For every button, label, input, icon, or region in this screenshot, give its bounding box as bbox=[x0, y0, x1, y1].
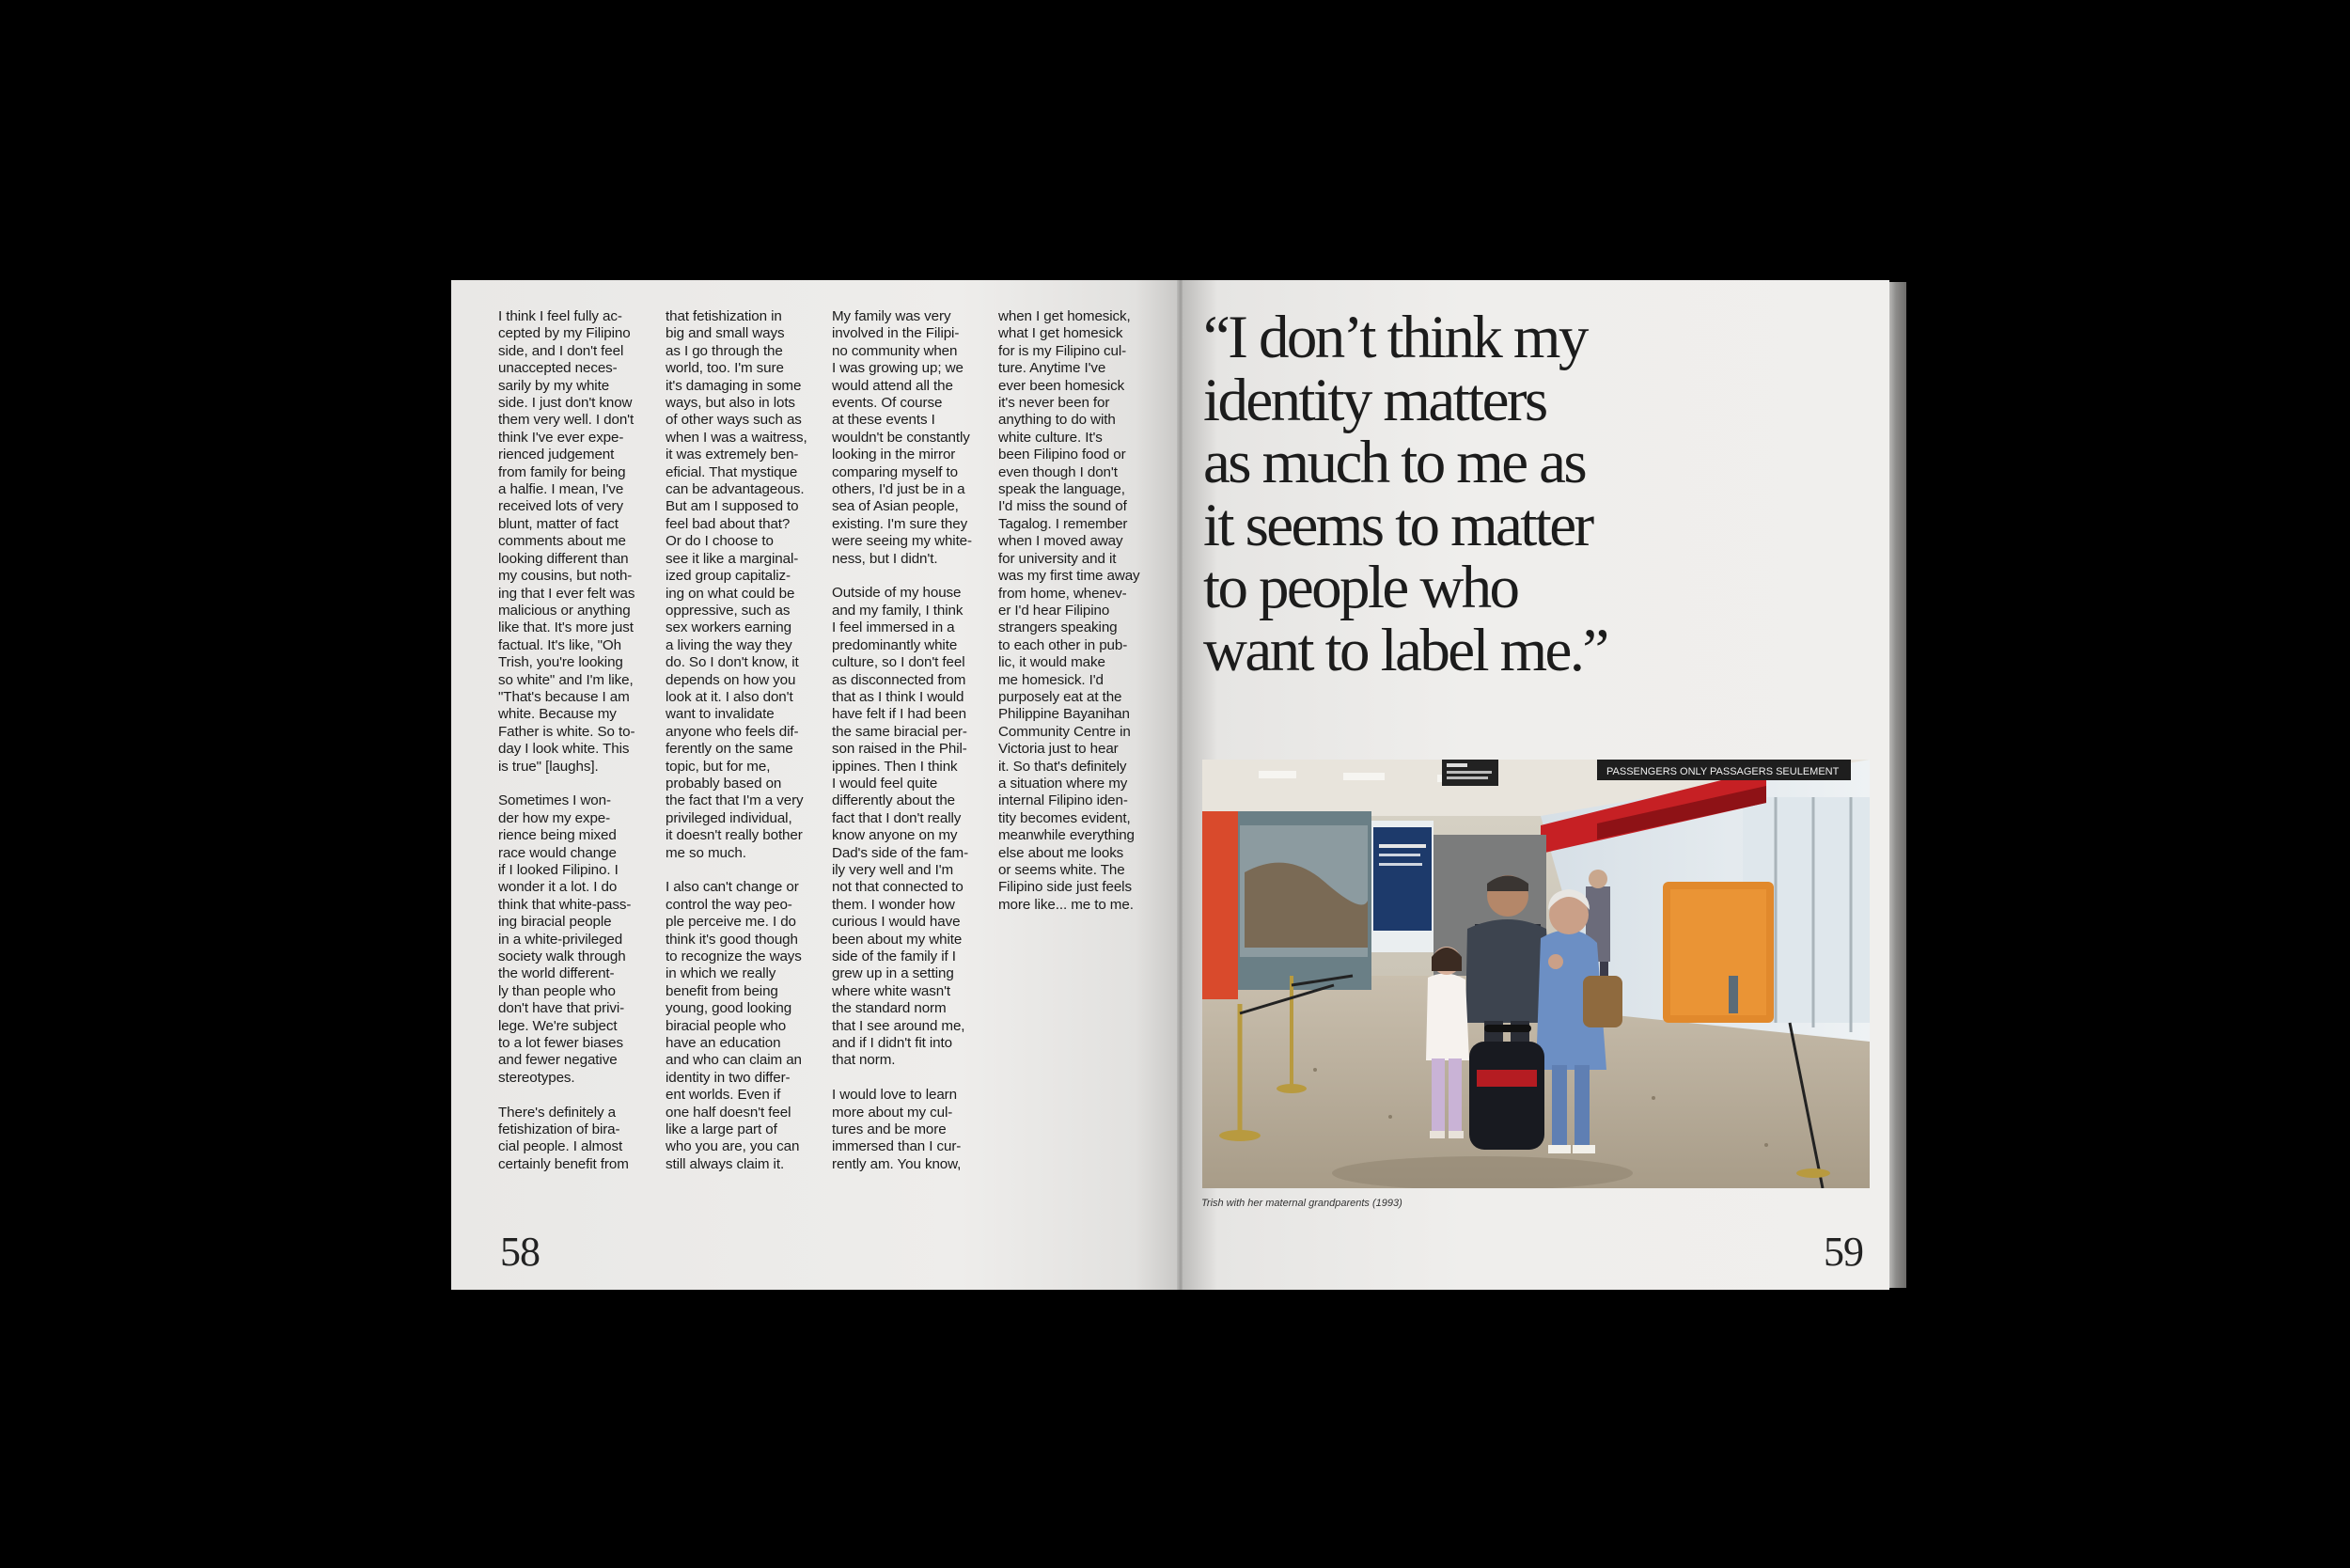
paragraph: when I get homesick, what I get homesick for is my Filipino cul- ture. Anytime I've ever been homesick it's never been for anything to do with white culture. It's been Filipino food or even though I don't speak the language, I'd miss the sound of Tagalog. I remember when I moved away for university and it was my first time away from home, whenev- er I'd hear Filipino strangers speaking to each other in pub- lic, it would make me homesick. I'd purposely eat at the Philippine Bayanihan Community Centre in Victoria just to hear it. So that's definitely a situation where my internal Filipino iden- tity becomes evident, meanwhile everything else about me looks or seems white. The Filipino side just feels more like... me to me. bbox=[998, 308, 1140, 913]
paragraph: that fetishization in big and small ways as I go through the world, too. I'm sure it's damaging in some ways, but also in lots of other ways such as when I was a waitress, it was extremely ben- eficial. That mystique can be advantageous. But am I supposed to feel bad about that? Or do I choose to see it like a marginal- ized group capitaliz- ing on what could be oppressive, such as sex workers earning a living the way they do. So I don't know, it depends on how you look at it. I also don't want to invalidate anyone who feels dif- ferently on the same topic, but for me, probably based on the fact that I'm a very privileged individual, it doesn't really bother me so much. bbox=[666, 308, 807, 861]
left-page bbox=[451, 280, 1179, 1290]
paragraph: There's definitely a fetishization of bira- cial people. I almost certainly benefit from bbox=[498, 1104, 629, 1172]
paragraph: Sometimes I won- der how my expe- rience being mixed race would change if I looked Filipino. I wonder it a lot. I do think that white-pass- ing biracial people in a white-privileged society walk through the world different- ly than people who don't have that privi- lege. We're subject to a lot fewer biases and fewer negative stereotypes. bbox=[498, 792, 632, 1086]
paragraph: I think I feel fully ac- cepted by my Filipino side, and I don't feel unaccepted neces- sarily by my white side. I just don't know them very well. I don't think I've ever expe- rienced judgement from family for being a halfie. I mean, I've received lots of very blunt, matter of fact comments about me looking different than my cousins, but noth- ing that I ever felt was malicious or anything like that. It's more just factual. It's like, "Oh Trish, you're looking so white" and I'm like, "That's because I am white. Because my Father is white. So to- day I look white. This is true" [laughs]. bbox=[498, 308, 635, 775]
text-column-1 bbox=[498, 308, 656, 1191]
page-number-left: 58 bbox=[500, 1229, 540, 1275]
page-number-right: 59 bbox=[1824, 1229, 1863, 1275]
paragraph: I also can't change or control the way peo- ple perceive me. I do think it's good though to recognize the ways in which we really benefit from being young, good looking biracial people who have an education and who can claim an identity in two differ- ent worlds. Even if one half doesn't feel like a large part of who you are, you can still always claim it. bbox=[666, 879, 802, 1172]
text-column-3 bbox=[832, 308, 990, 1191]
paragraph: My family was very involved in the Filipi- no community when I was growing up; we would attend all the events. Of course at these events I wouldn't be constantly looking in the mirror comparing myself to others, I'd just be in a sea of Asian people, existing. I'm sure they were seeing my white- ness, but I didn't. bbox=[832, 308, 972, 567]
paragraph: Outside of my house and my family, I think I feel immersed in a predominantly white culture, so I don't feel as disconnected from that as I think I would have felt if I had been the same biracial per- son raised in the Phil- ippines. Then I think I would feel quite differently about the fact that I don't really know anyone on my Dad's side of the fam- ily very well and I'm not that connected to them. I wonder how curious I would have been about my white side of the family if I grew up in a setting where white wasn't the standard norm that I see around me, and if I didn't fit into that norm. bbox=[832, 585, 969, 1069]
paragraph: I would love to learn more about my cul- tures and be more immersed than I cur- rently am. You know, bbox=[832, 1087, 962, 1172]
text-column-4 bbox=[998, 308, 1156, 932]
airport-family-photo bbox=[1202, 760, 1870, 1188]
text-column-2 bbox=[666, 308, 823, 1191]
page-edge-stack bbox=[1889, 282, 1906, 1288]
photo-caption: Trish with her maternal grandparents (1993) bbox=[1201, 1198, 1402, 1209]
sign-passagers-seulement: PASSAGERS SEULEMENT bbox=[1710, 766, 1840, 777]
magazine-spread bbox=[451, 280, 1906, 1290]
pull-quote: “I don’t think my identity matters as much to me as it seems to matter to people who want to label me.” bbox=[1203, 304, 1607, 684]
sign-passengers-only: PASSENGERS ONLY bbox=[1606, 766, 1708, 777]
right-page bbox=[1183, 280, 1889, 1290]
